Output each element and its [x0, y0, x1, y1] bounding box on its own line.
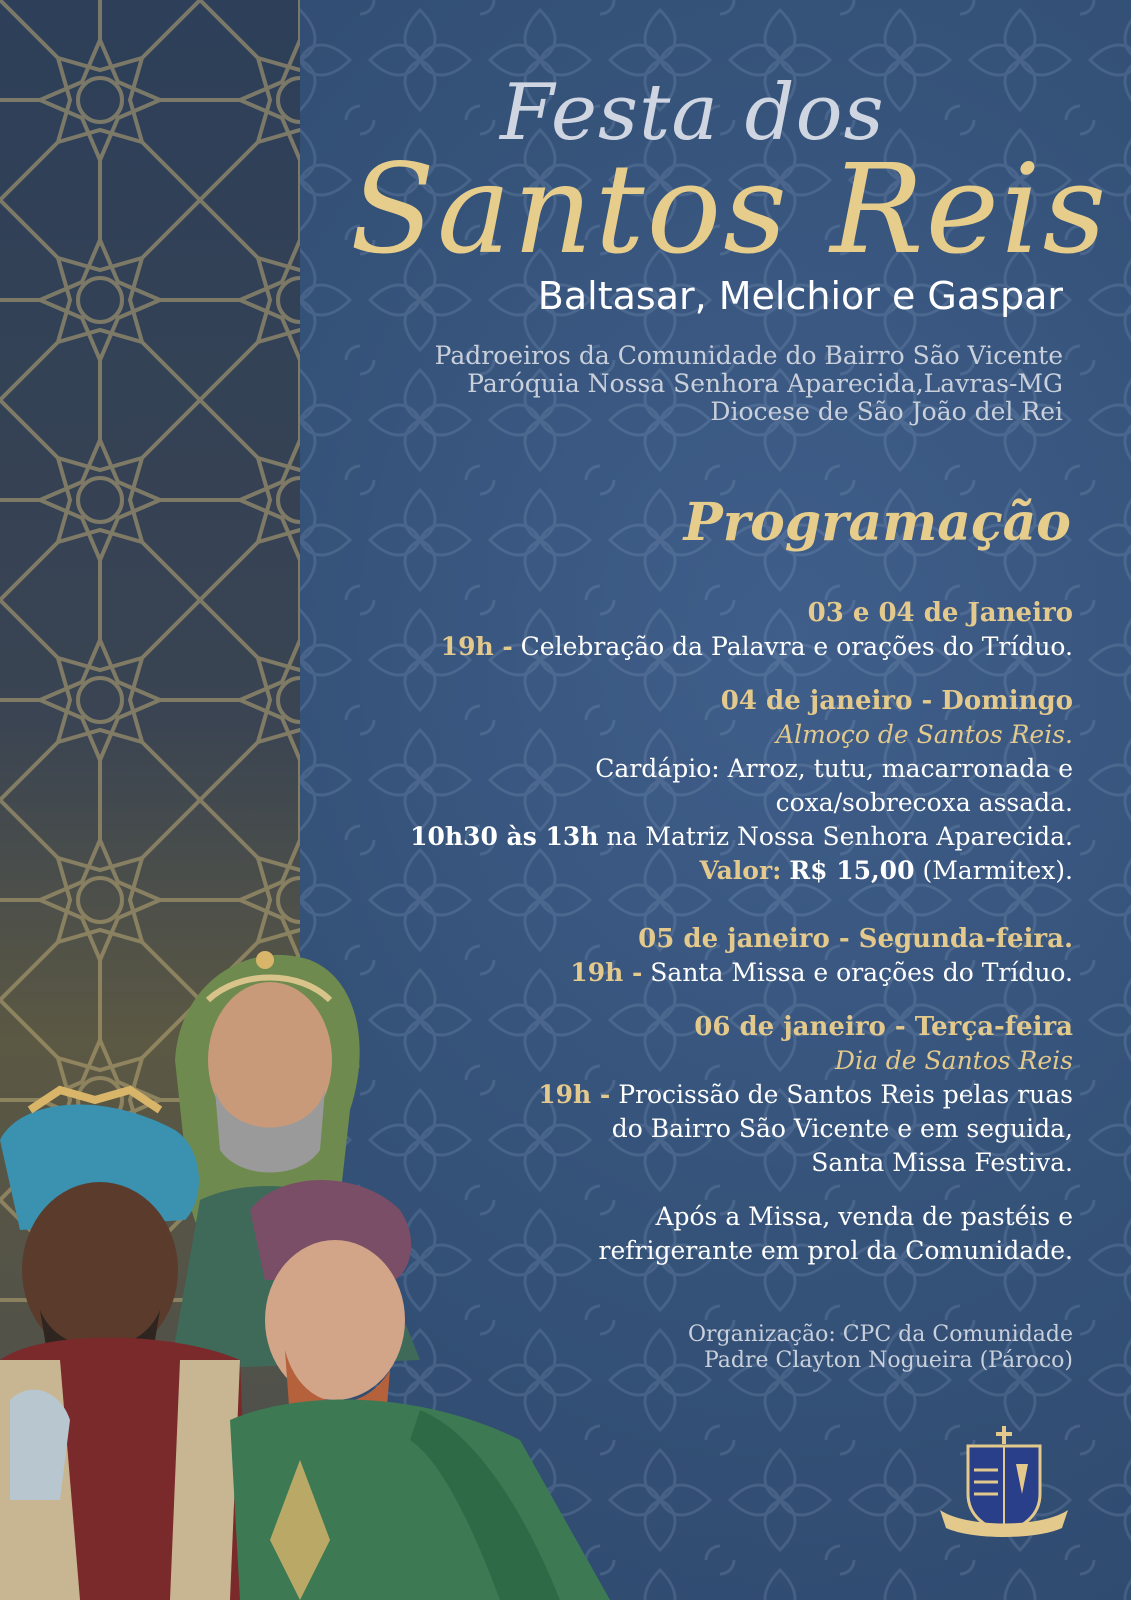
schedule-line [333, 1078, 1073, 1112]
organization-credits [688, 1322, 1073, 1374]
schedule-block-2 [333, 684, 1073, 888]
schedule-time: 19h - [440, 632, 513, 661]
schedule-line: Após a Missa, venda de pastéis e [655, 1202, 1073, 1231]
title-festa-dos: Festa dos [500, 68, 885, 158]
schedule-text: Procissão de Santos Reis pelas ruas [618, 1080, 1073, 1109]
schedule-date: 03 e 04 de Janeiro [807, 598, 1073, 628]
schedule-line: Santa Missa Festiva. [811, 1148, 1073, 1177]
org-line: Padre Clayton Nogueira (Pároco) [703, 1348, 1073, 1373]
schedule-text: Santa Missa e orações do Tríduo. [650, 958, 1073, 987]
schedule-block-3 [333, 922, 1073, 990]
programacao-heading: Programação [683, 492, 1071, 553]
price-value: R$ 15,00 [789, 856, 915, 885]
schedule-subtitle: Almoço de Santos Reis. [776, 720, 1073, 749]
info-line: Diocese de São João del Rei [710, 397, 1063, 426]
schedule-block-5 [333, 1200, 1073, 1268]
schedule-time: 19h - [570, 958, 643, 987]
schedule-subtitle: Dia de Santos Reis [834, 1046, 1073, 1075]
schedule-line [333, 956, 1073, 990]
price-line [333, 854, 1073, 888]
price-label: Valor: [699, 856, 782, 885]
schedule-date: 04 de janeiro - Domingo [720, 686, 1073, 716]
subtitle-kings-names: Baltasar, Melchior e Gaspar [537, 274, 1063, 318]
schedule-time: 10h30 às 13h [410, 822, 599, 851]
schedule-line [333, 820, 1073, 854]
schedule-line [333, 630, 1073, 664]
org-line: Organização: CPC da Comunidade [687, 1322, 1073, 1347]
schedule [333, 596, 1073, 1288]
schedule-place: na Matriz Nossa Senhora Aparecida. [606, 822, 1073, 851]
schedule-line: do Bairro São Vicente e em seguida, [611, 1114, 1073, 1143]
menu-line: Cardápio: Arroz, tutu, macarronada e [595, 754, 1073, 783]
community-info [435, 342, 1063, 426]
schedule-time: 19h - [538, 1080, 611, 1109]
title-santos-reis: Santos Reis [350, 138, 1109, 282]
parish-coat-of-arms-icon [936, 1424, 1072, 1544]
schedule-block-1 [333, 596, 1073, 664]
info-line: Padroeiros da Comunidade do Bairro São Vicente [434, 341, 1063, 370]
menu-line: coxa/sobrecoxa assada. [775, 788, 1073, 817]
info-line: Paróquia Nossa Senhora Aparecida,Lavras-MG [467, 369, 1063, 398]
schedule-block-4 [333, 1010, 1073, 1180]
schedule-line: refrigerante em prol da Comunidade. [598, 1236, 1073, 1265]
schedule-date: 05 de janeiro - Segunda-feira. [638, 924, 1073, 954]
schedule-text: Celebração da Palavra e orações do Tríduo. [520, 632, 1073, 661]
price-note: (Marmitex). [922, 856, 1073, 885]
schedule-date: 06 de janeiro - Terça-feira [694, 1012, 1073, 1042]
